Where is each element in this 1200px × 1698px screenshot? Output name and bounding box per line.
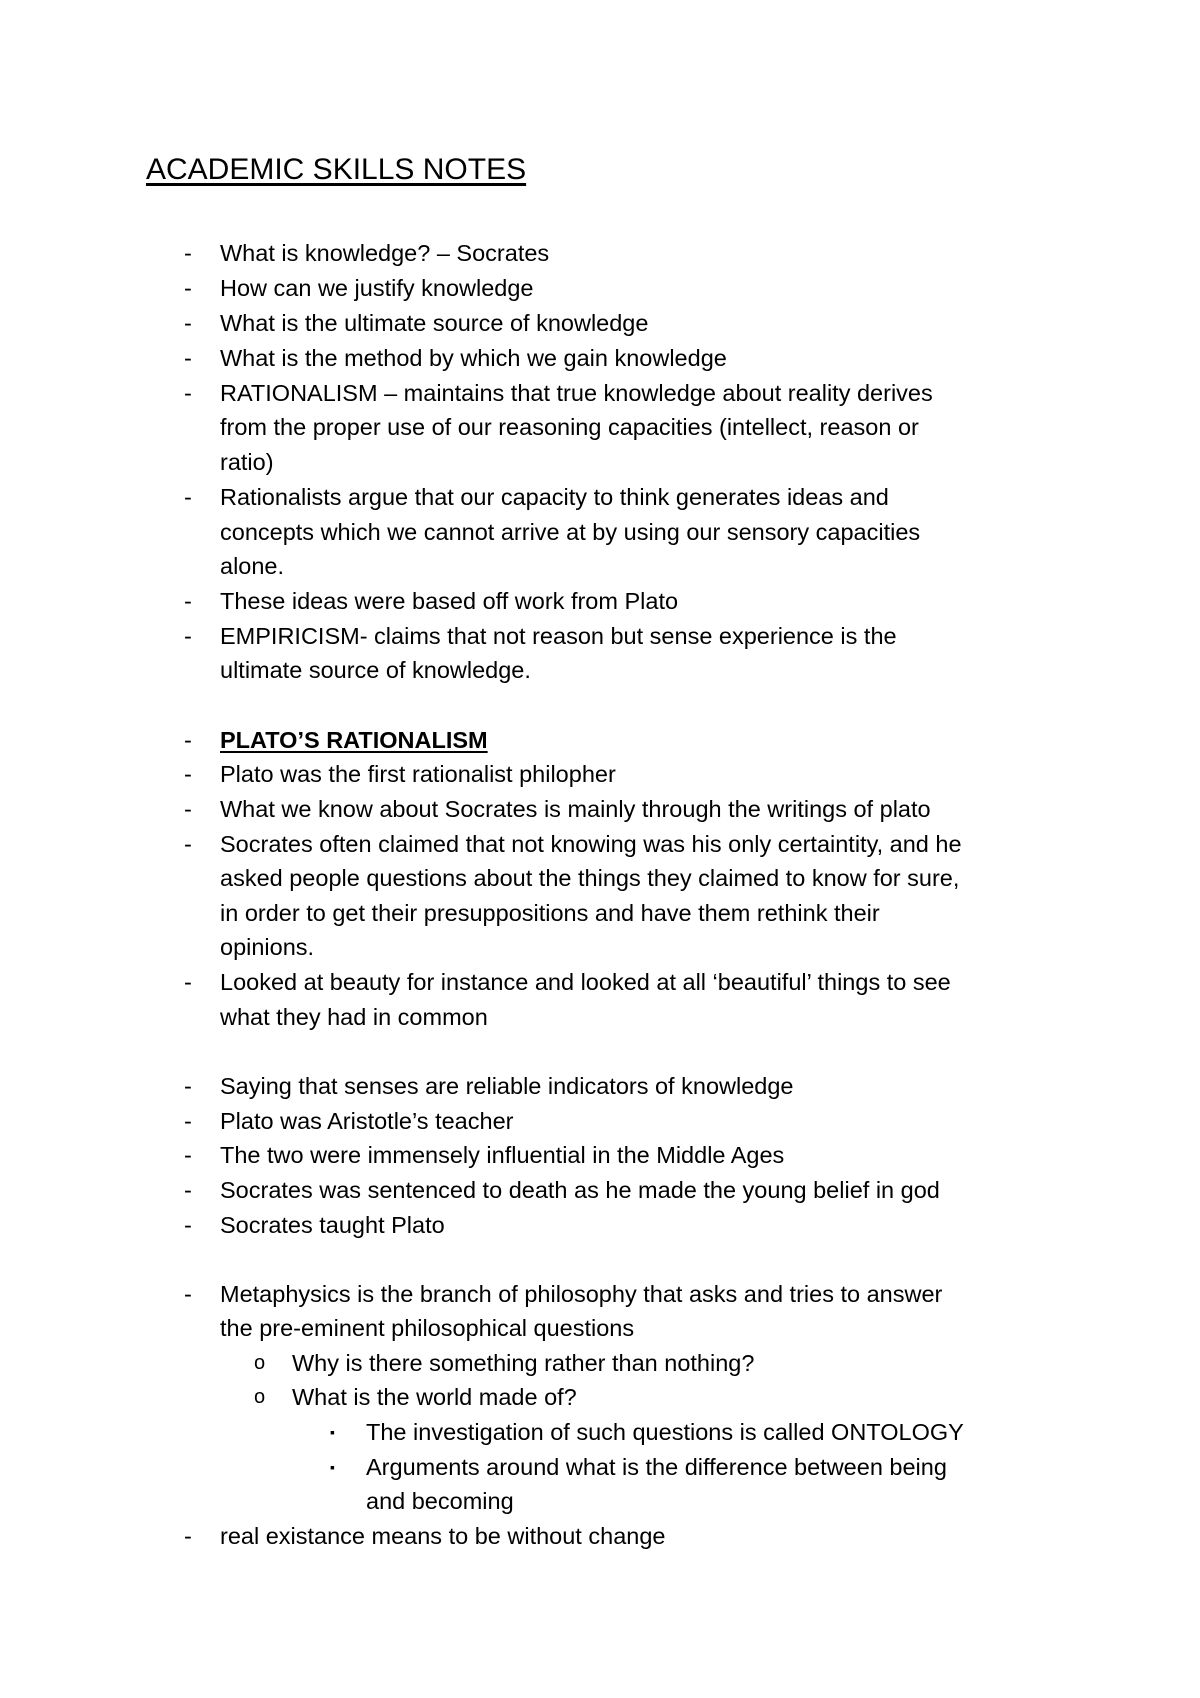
note-line: Rationalists argue that our capacity to think generates ideas and: [220, 484, 889, 510]
dash-bullet: -: [184, 1281, 192, 1307]
dash-bullet: -: [184, 761, 192, 787]
circle-bullet: o: [254, 1386, 266, 1408]
dash-bullet: -: [184, 275, 192, 301]
sub-note-line: Why is there something rather than nothing?: [292, 1350, 755, 1376]
dash-bullet: -: [184, 623, 192, 649]
note-line: Plato was Aristotle’s teacher: [220, 1108, 514, 1134]
document-title: ACADEMIC SKILLS NOTES: [146, 153, 527, 186]
note-line: Saying that senses are reliable indicators of knowledge: [220, 1073, 794, 1099]
section-heading: PLATO’S RATIONALISM: [220, 727, 488, 753]
sub-sub-note-line: The investigation of such questions is called ONTOLOGY: [366, 1419, 964, 1445]
dash-bullet: -: [184, 380, 192, 406]
square-bullet: ▪: [330, 1459, 335, 1475]
note-line: asked people questions about the things they claimed to know for sure,: [220, 865, 960, 891]
sub-sub-note-line: Arguments around what is the difference between being: [366, 1454, 947, 1480]
note-line: What is the method by which we gain knowledge: [220, 345, 727, 371]
note-line: what they had in common: [220, 1004, 488, 1030]
note-line: What is knowledge? – Socrates: [220, 240, 550, 266]
dash-bullet: -: [184, 345, 192, 371]
dash-bullet: -: [184, 1523, 192, 1549]
note-line: alone.: [220, 553, 285, 579]
note-line: real existance means to be without change: [220, 1523, 666, 1549]
dash-bullet: -: [184, 484, 192, 510]
dash-bullet: -: [184, 310, 192, 336]
note-line: opinions.: [220, 934, 315, 960]
note-line: The two were immensely influential in the Middle Ages: [220, 1142, 785, 1168]
note-line: in order to get their presuppositions and have them rethink their: [220, 900, 880, 926]
note-line: Socrates taught Plato: [220, 1212, 445, 1238]
note-line: ratio): [220, 449, 274, 475]
note-line: RATIONALISM – maintains that true knowledge about reality derives: [220, 380, 933, 406]
note-line: ultimate source of knowledge.: [220, 657, 531, 683]
dash-bullet: -: [184, 796, 192, 822]
dash-bullet: -: [184, 1212, 192, 1238]
dash-bullet: -: [184, 727, 192, 753]
sub-sub-note-line: and becoming: [366, 1488, 514, 1514]
dash-bullet: -: [184, 588, 192, 614]
note-line: Looked at beauty for instance and looked at all ‘beautiful’ things to see: [220, 969, 951, 995]
note-line: These ideas were based off work from Plato: [220, 588, 679, 614]
dash-bullet: -: [184, 1073, 192, 1099]
note-line: What we know about Socrates is mainly through the writings of plato: [220, 796, 931, 822]
dash-bullet: -: [184, 831, 192, 857]
dash-bullet: -: [184, 1142, 192, 1168]
dash-bullet: -: [184, 1108, 192, 1134]
note-line: What is the ultimate source of knowledge: [220, 310, 649, 336]
note-line: concepts which we cannot arrive at by using our sensory capacities: [220, 519, 921, 545]
sub-note-line: What is the world made of?: [292, 1384, 577, 1410]
note-line: EMPIRICISM- claims that not reason but sense experience is the: [220, 623, 897, 649]
dash-bullet: -: [184, 240, 192, 266]
note-line: How can we justify knowledge: [220, 275, 534, 301]
note-line: the pre-eminent philosophical questions: [220, 1315, 635, 1341]
note-line: Socrates was sentenced to death as he made the young belief in god: [220, 1177, 940, 1203]
note-line: Socrates often claimed that not knowing was his only certaintity, and he: [220, 831, 962, 857]
square-bullet: ▪: [330, 1424, 335, 1440]
note-line: Plato was the first rationalist philopher: [220, 761, 616, 787]
note-line: from the proper use of our reasoning capacities (intellect, reason or: [220, 414, 919, 440]
note-line: Metaphysics is the branch of philosophy that asks and tries to answer: [220, 1281, 943, 1307]
dash-bullet: -: [184, 1177, 192, 1203]
circle-bullet: o: [254, 1352, 266, 1374]
dash-bullet: -: [184, 969, 192, 995]
